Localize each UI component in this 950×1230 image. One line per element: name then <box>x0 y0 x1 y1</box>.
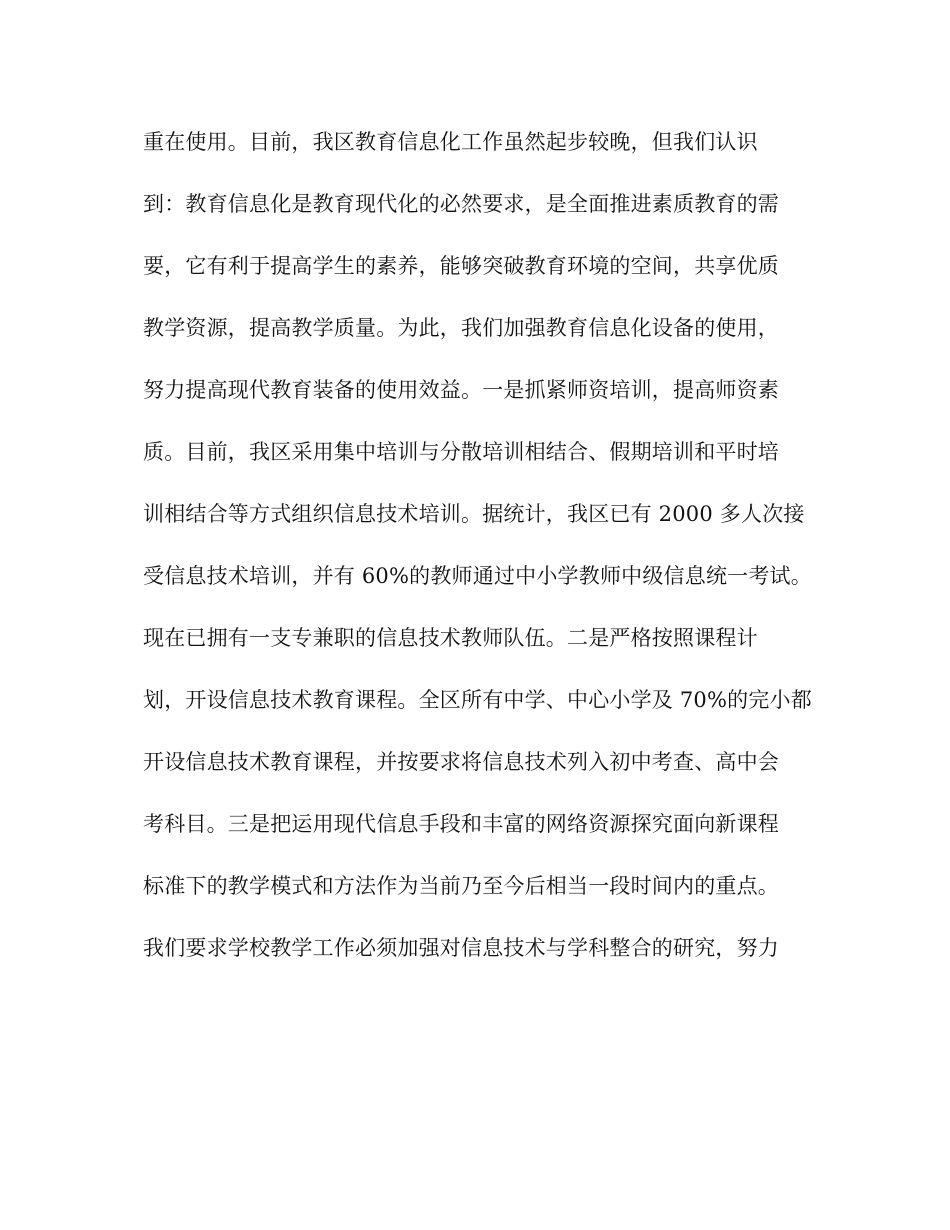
text-line-4: 教学资源，提高教学质量。为此，我们加强教育信息化设备的使用， <box>143 316 779 340</box>
text-line-7: 训相结合等方式组织信息技术培训。据统计，我区已有 2000 多人次接 <box>143 502 805 526</box>
text-line-6: 质。目前，我区采用集中培训与分散培训相结合、假期培训和平时培 <box>143 440 779 464</box>
text-line-12: 考科目。三是把运用现代信息手段和丰富的网络资源探究面向新课程 <box>143 812 779 836</box>
body-text <box>143 122 843 990</box>
text-line-9: 现在已拥有一支专兼职的信息技术教师队伍。二是严格按照课程计 <box>143 626 758 650</box>
text-line-3: 要，它有利于提高学生的素养，能够突破教育环境的空间，共享优质 <box>143 254 779 278</box>
text-line-5: 努力提高现代教育装备的使用效益。一是抓紧师资培训，提高师资素 <box>143 378 779 402</box>
text-line-10: 划，开设信息技术教育课程。全区所有中学、中心小学及 70%的完小都 <box>143 688 812 712</box>
text-line-1: 重在使用。目前，我区教育信息化工作虽然起步较晚，但我们认识 <box>143 130 758 154</box>
text-line-11: 开设信息技术教育课程，并按要求将信息技术列入初中考查、高中会 <box>143 750 779 774</box>
text-line-14: 我们要求学校教学工作必须加强对信息技术与学科整合的研究，努力 <box>143 936 779 960</box>
text-line-2: 到：教育信息化是教育现代化的必然要求，是全面推进素质教育的需 <box>143 192 779 216</box>
text-line-13: 标准下的教学模式和方法作为当前乃至今后相当一段时间内的重点。 <box>143 874 779 898</box>
text-line-8: 受信息技术培训，并有 60%的教师通过中小学教师中级信息统一考试。 <box>143 564 812 588</box>
